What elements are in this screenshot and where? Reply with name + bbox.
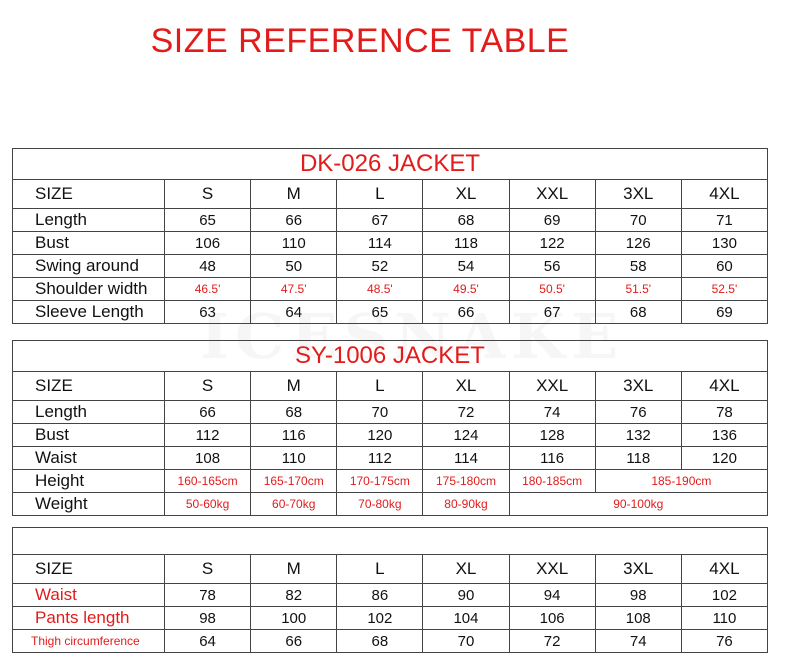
header-cell: XL bbox=[423, 372, 509, 401]
table-cell: 86 bbox=[337, 584, 423, 607]
table-cell: 51.5' bbox=[595, 278, 681, 301]
header-cell: S bbox=[165, 372, 251, 401]
table-cell: 108 bbox=[165, 447, 251, 470]
table-cell: 74 bbox=[509, 401, 595, 424]
row-label: Bust bbox=[13, 232, 165, 255]
header-cell: XL bbox=[423, 180, 509, 209]
table-cell: 69 bbox=[509, 209, 595, 232]
table-cell: 74 bbox=[595, 630, 681, 653]
row-label: Waist bbox=[13, 447, 165, 470]
table-cell: 49.5' bbox=[423, 278, 509, 301]
pants-size-table bbox=[12, 527, 768, 653]
table-cell: 67 bbox=[337, 209, 423, 232]
table-cell: 66 bbox=[251, 209, 337, 232]
table-cell: 118 bbox=[423, 232, 509, 255]
table-cell: 68 bbox=[423, 209, 509, 232]
table-row bbox=[13, 209, 768, 232]
table-cell: 60-70kg bbox=[251, 493, 337, 516]
row-label: Length bbox=[13, 401, 165, 424]
table-cell: 65 bbox=[337, 301, 423, 324]
table-cell: 90-100kg bbox=[509, 493, 767, 516]
table-cell: 82 bbox=[251, 584, 337, 607]
header-cell: S bbox=[165, 180, 251, 209]
table-title: DK-026 JACKET bbox=[13, 149, 768, 180]
table-cell: 70 bbox=[337, 401, 423, 424]
header-cell: M bbox=[251, 372, 337, 401]
table-row bbox=[13, 584, 768, 607]
table-cell: 72 bbox=[423, 401, 509, 424]
table-cell: 78 bbox=[681, 401, 767, 424]
table-cell: 67 bbox=[509, 301, 595, 324]
table-cell: 46.5' bbox=[165, 278, 251, 301]
table-cell: 76 bbox=[595, 401, 681, 424]
table-cell: 52.5' bbox=[681, 278, 767, 301]
table-cell: 64 bbox=[251, 301, 337, 324]
table-row bbox=[13, 424, 768, 447]
table-cell: 110 bbox=[251, 447, 337, 470]
table-cell: 50.5' bbox=[509, 278, 595, 301]
table-cell: 94 bbox=[509, 584, 595, 607]
header-cell: SIZE bbox=[13, 555, 165, 584]
table-cell: 98 bbox=[165, 607, 251, 630]
header-cell: XL bbox=[423, 555, 509, 584]
header-cell: M bbox=[251, 555, 337, 584]
table-cell: 68 bbox=[595, 301, 681, 324]
table-cell: 160-165cm bbox=[165, 470, 251, 493]
table-row bbox=[13, 255, 768, 278]
table-cell: 165-170cm bbox=[251, 470, 337, 493]
table-row bbox=[13, 470, 768, 493]
table-cell: 112 bbox=[165, 424, 251, 447]
table-cell: 60 bbox=[681, 255, 767, 278]
header-row bbox=[13, 180, 768, 209]
header-cell: 3XL bbox=[595, 180, 681, 209]
table-cell: 100 bbox=[251, 607, 337, 630]
table-cell: 66 bbox=[251, 630, 337, 653]
table-cell: 69 bbox=[681, 301, 767, 324]
table-cell: 116 bbox=[251, 424, 337, 447]
table-cell: 102 bbox=[681, 584, 767, 607]
table-cell: 124 bbox=[423, 424, 509, 447]
table-row bbox=[13, 607, 768, 630]
sy-1006-size-table bbox=[12, 340, 768, 516]
header-cell: L bbox=[337, 372, 423, 401]
table-cell: 175-180cm bbox=[423, 470, 509, 493]
table-cell: 56 bbox=[509, 255, 595, 278]
row-label: Shoulder width bbox=[13, 278, 165, 301]
table-cell: 104 bbox=[423, 607, 509, 630]
table-cell: 116 bbox=[509, 447, 595, 470]
header-cell: 4XL bbox=[681, 555, 767, 584]
table-cell: 65 bbox=[165, 209, 251, 232]
table-cell: 120 bbox=[681, 447, 767, 470]
table-row bbox=[13, 301, 768, 324]
table-cell: 64 bbox=[165, 630, 251, 653]
table-cell: 114 bbox=[337, 232, 423, 255]
header-cell: SIZE bbox=[13, 372, 165, 401]
header-cell: M bbox=[251, 180, 337, 209]
header-cell: 3XL bbox=[595, 555, 681, 584]
table-cell: 132 bbox=[595, 424, 681, 447]
header-cell: S bbox=[165, 555, 251, 584]
table-cell: 48 bbox=[165, 255, 251, 278]
table-cell: 80-90kg bbox=[423, 493, 509, 516]
table-cell: 50 bbox=[251, 255, 337, 278]
header-cell: L bbox=[337, 180, 423, 209]
header-cell: XXL bbox=[509, 372, 595, 401]
dk-026-size-table bbox=[12, 148, 768, 324]
header-cell: 3XL bbox=[595, 372, 681, 401]
table-cell: 71 bbox=[681, 209, 767, 232]
row-label: Pants length bbox=[13, 607, 165, 630]
table-cell: 52 bbox=[337, 255, 423, 278]
table-row bbox=[13, 493, 768, 516]
table-cell: 47.5' bbox=[251, 278, 337, 301]
table-cell: 106 bbox=[165, 232, 251, 255]
row-label: Waist bbox=[13, 584, 165, 607]
header-cell: 4XL bbox=[681, 372, 767, 401]
table-cell: 130 bbox=[681, 232, 767, 255]
table-cell: 58 bbox=[595, 255, 681, 278]
header-cell: XXL bbox=[509, 180, 595, 209]
table-cell: 76 bbox=[681, 630, 767, 653]
row-label: Length bbox=[13, 209, 165, 232]
table-cell: 72 bbox=[509, 630, 595, 653]
table-cell: 98 bbox=[595, 584, 681, 607]
table-cell: 185-190cm bbox=[595, 470, 767, 493]
table-cell: 180-185cm bbox=[509, 470, 595, 493]
table-cell: 90 bbox=[423, 584, 509, 607]
table-cell: 170-175cm bbox=[337, 470, 423, 493]
table-cell: 50-60kg bbox=[165, 493, 251, 516]
table-cell: 136 bbox=[681, 424, 767, 447]
table-cell: 112 bbox=[337, 447, 423, 470]
header-cell: L bbox=[337, 555, 423, 584]
table-cell: 120 bbox=[337, 424, 423, 447]
table-row bbox=[13, 630, 768, 653]
table-row bbox=[13, 232, 768, 255]
row-label: Weight bbox=[13, 493, 165, 516]
table-cell: 66 bbox=[423, 301, 509, 324]
table-cell: 128 bbox=[509, 424, 595, 447]
row-label: Bust bbox=[13, 424, 165, 447]
header-cell: SIZE bbox=[13, 180, 165, 209]
table-cell: 48.5' bbox=[337, 278, 423, 301]
table-cell: 126 bbox=[595, 232, 681, 255]
table-cell: 63 bbox=[165, 301, 251, 324]
table-cell: 54 bbox=[423, 255, 509, 278]
table-title: SY-1006 JACKET bbox=[13, 341, 768, 372]
header-cell: 4XL bbox=[681, 180, 767, 209]
table-cell: 110 bbox=[681, 607, 767, 630]
table-cell: 118 bbox=[595, 447, 681, 470]
table-cell: 108 bbox=[595, 607, 681, 630]
table-cell: 68 bbox=[337, 630, 423, 653]
row-label: Sleeve Length bbox=[13, 301, 165, 324]
header-row bbox=[13, 555, 768, 584]
table-cell: 122 bbox=[509, 232, 595, 255]
table-cell: 102 bbox=[337, 607, 423, 630]
page-title: SIZE REFERENCE TABLE bbox=[150, 22, 570, 60]
table-cell: 68 bbox=[251, 401, 337, 424]
table-cell: 70 bbox=[423, 630, 509, 653]
header-cell: XXL bbox=[509, 555, 595, 584]
table-cell: 70 bbox=[595, 209, 681, 232]
header-row bbox=[13, 372, 768, 401]
table-cell: 110 bbox=[251, 232, 337, 255]
table-cell: 66 bbox=[165, 401, 251, 424]
row-label: Swing around bbox=[13, 255, 165, 278]
row-label: Thigh circumference bbox=[13, 630, 165, 653]
table-row bbox=[13, 401, 768, 424]
table-cell: 114 bbox=[423, 447, 509, 470]
table-cell: 106 bbox=[509, 607, 595, 630]
table-cell: 70-80kg bbox=[337, 493, 423, 516]
row-label: Height bbox=[13, 470, 165, 493]
table-cell: 78 bbox=[165, 584, 251, 607]
table-title bbox=[13, 528, 768, 555]
table-row bbox=[13, 278, 768, 301]
table-row bbox=[13, 447, 768, 470]
